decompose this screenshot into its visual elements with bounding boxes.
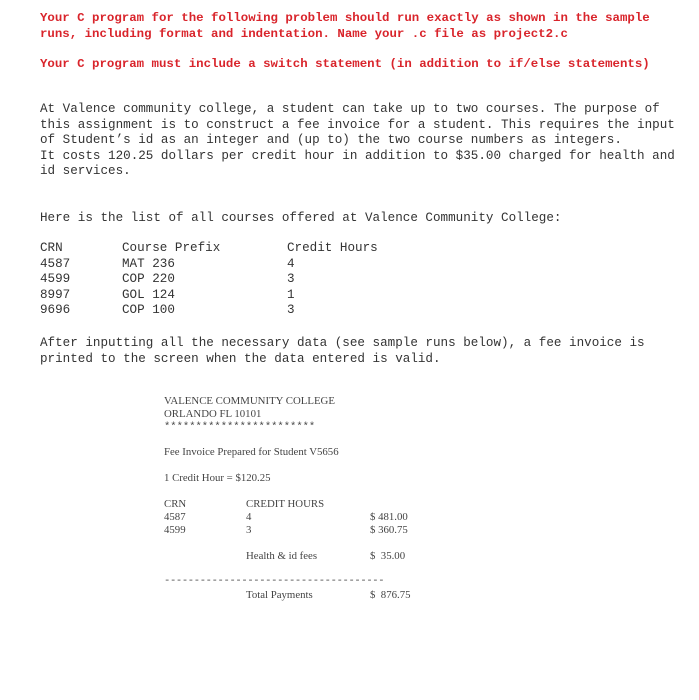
crn-cell: 9696 bbox=[40, 303, 71, 318]
requirement-format: Your C program for the following problem should run exactly as shown in the sample runs, including format and indentation. Name your .c file as project2.c bbox=[40, 11, 650, 41]
crn-cell: 8997 bbox=[40, 287, 71, 302]
hours-cell: 4 bbox=[287, 256, 295, 271]
invoice-header-credit-hours: CREDIT HOURS bbox=[246, 498, 325, 510]
invoice-dash-divider: ------------------------------------- bbox=[164, 575, 385, 587]
hours-cell: 3 bbox=[287, 272, 295, 287]
table-row bbox=[40, 257, 407, 273]
course-list-intro: Here is the list of all courses offered at Valence Community College: bbox=[40, 211, 562, 225]
invoice-row-hours: 4 bbox=[246, 511, 252, 523]
invoice-row-hours: 3 bbox=[246, 524, 252, 536]
invoice-total-amount: $ 876.75 bbox=[370, 589, 411, 601]
table-row bbox=[40, 288, 407, 304]
header-credit-hours: Credit Hours bbox=[287, 241, 378, 255]
hours-cell: 1 bbox=[287, 287, 295, 302]
invoice-row-crn: 4599 bbox=[164, 524, 186, 536]
hours-cell: 3 bbox=[287, 303, 295, 318]
table-row bbox=[40, 272, 407, 288]
prefix-cell: COP 220 bbox=[122, 272, 175, 287]
course-table bbox=[40, 241, 407, 319]
invoice-stars-divider: ************************ bbox=[164, 421, 316, 433]
crn-cell: 4587 bbox=[40, 256, 71, 271]
problem-description: At Valence community college, a student can take up to two courses. The purpose of this assignment is to construct a fee invoice for a student. This requires the input of Student’s id as an integer and (up to) the two course numbers as integers. It costs 120.25 dollars per credit hour in addition to $35.00 charged for health and id services. bbox=[40, 102, 675, 179]
prefix-cell: GOL 124 bbox=[122, 287, 175, 302]
invoice-fees-amount: $ 35.00 bbox=[370, 550, 406, 562]
header-crn: CRN bbox=[40, 241, 63, 255]
invoice-rate: 1 Credit Hour = $120.25 bbox=[164, 472, 271, 484]
requirement-switch: Your C program must include a switch statement (in addition to if/else statements) bbox=[40, 57, 650, 71]
after-input-text: After inputting all the necessary data (see sample runs below), a fee invoice is printed to the screen when the data entered is valid. bbox=[40, 336, 645, 366]
prefix-cell: COP 100 bbox=[122, 303, 175, 318]
invoice-header-crn: CRN bbox=[164, 498, 187, 510]
header-course-prefix: Course Prefix bbox=[122, 241, 221, 255]
table-row bbox=[40, 303, 407, 319]
invoice-total-label: Total Payments bbox=[246, 589, 313, 601]
course-table-header bbox=[40, 241, 407, 257]
invoice-row-crn: 4587 bbox=[164, 511, 186, 523]
invoice-row-amount: $ 360.75 bbox=[370, 524, 408, 536]
prefix-cell: MAT 236 bbox=[122, 256, 175, 271]
invoice-row-amount: $ 481.00 bbox=[370, 511, 408, 523]
invoice-fees-label: Health & id fees bbox=[246, 550, 318, 562]
invoice-college-name: VALENCE COMMUNITY COLLEGE bbox=[164, 395, 335, 407]
crn-cell: 4599 bbox=[40, 272, 71, 287]
invoice-prepared-for: Fee Invoice Prepared for Student V5656 bbox=[164, 446, 339, 458]
invoice-location: ORLANDO FL 10101 bbox=[164, 408, 262, 420]
